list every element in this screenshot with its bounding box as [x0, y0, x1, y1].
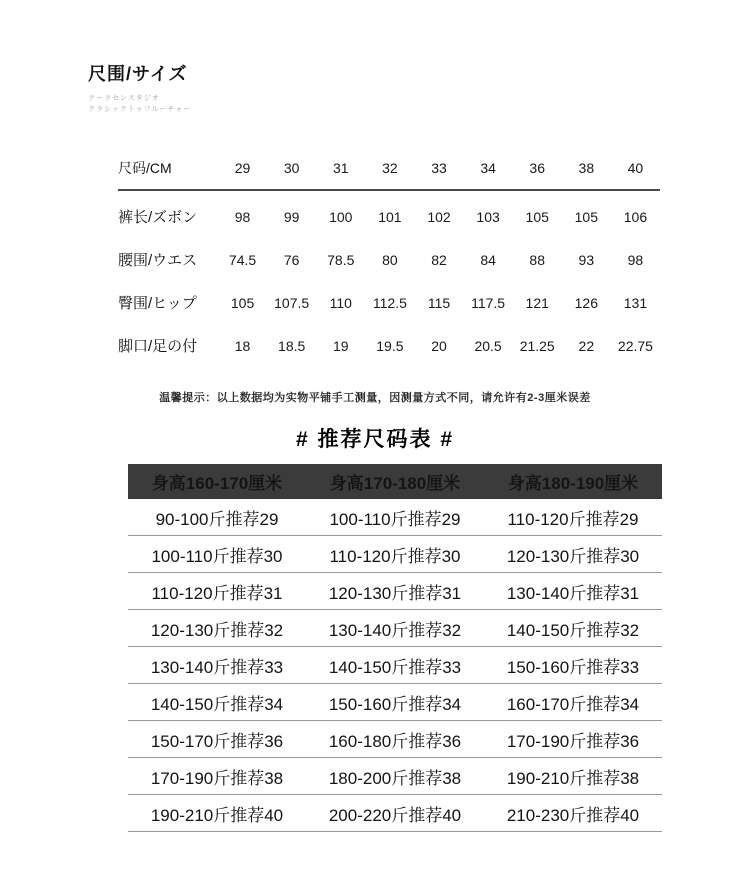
recommend-cell: 120-130斤推荐32: [150, 620, 284, 640]
size-column-header: 38: [578, 160, 595, 176]
size-value-cell: 112.5: [372, 294, 407, 311]
recommend-table-row: [128, 573, 662, 610]
recommend-table-row: [128, 721, 662, 758]
recommend-table-row: [128, 684, 662, 721]
size-column-header: 34: [480, 160, 496, 176]
recommend-table-row: [128, 536, 662, 573]
size-column-header: 40: [627, 160, 644, 176]
size-value-cell: 105: [525, 208, 549, 225]
page-title: 尺围/サイズ: [88, 64, 188, 84]
size-value-cell: 103: [476, 208, 500, 225]
recommend-cell: 130-140斤推荐32: [328, 620, 462, 640]
recommend-cell: 120-130斤推荐30: [506, 546, 640, 566]
recommend-header-row: [128, 464, 662, 499]
recommend-cell: 140-150斤推荐33: [328, 657, 462, 677]
size-table-row: [118, 281, 660, 324]
size-value-cell: 22.75: [617, 337, 653, 354]
brand-header: [88, 60, 191, 115]
recommend-cell: 190-210斤推荐40: [150, 805, 284, 825]
size-column-header: 32: [382, 160, 398, 176]
size-row-label: 裤长/ズボン: [118, 209, 198, 226]
size-value-cell: 117.5: [471, 294, 506, 311]
recommend-cell: 150-160斤推荐34: [328, 694, 462, 714]
recommend-column-header: 身高180-190厘米: [507, 474, 639, 493]
recommend-cell: 200-220斤推荐40: [328, 805, 462, 825]
recommend-cell: 170-190斤推荐38: [150, 768, 284, 788]
recommend-cell: 90-100斤推荐29: [155, 509, 279, 529]
size-table-row: [118, 238, 660, 281]
size-value-cell: 131: [623, 294, 648, 311]
recommend-cell: 110-120斤推荐31: [151, 583, 283, 603]
size-table-row: [118, 324, 660, 367]
recommend-column-header: 身高170-180厘米: [329, 474, 461, 493]
size-value-cell: 76: [283, 251, 300, 268]
size-value-cell: 18.5: [278, 337, 306, 354]
recommend-cell: 180-200斤推荐38: [328, 768, 462, 788]
size-value-cell: 19: [332, 337, 349, 354]
size-value-cell: 107.5: [274, 294, 310, 311]
size-value-cell: 110: [329, 294, 352, 311]
recommend-table-row: [128, 758, 662, 795]
size-value-cell: 93: [578, 251, 595, 268]
size-table-corner-label: 尺码/CM: [118, 160, 172, 176]
size-column-header: 29: [234, 160, 251, 176]
recommend-title: # 推荐尺码表 #: [295, 428, 455, 451]
recommend-cell: 170-190斤推荐36: [506, 731, 640, 751]
recommend-cell: 140-150斤推荐34: [150, 694, 284, 714]
size-value-cell: 22: [578, 337, 595, 354]
recommend-cell: 150-160斤推荐33: [506, 657, 640, 677]
recommend-table-row: [128, 795, 662, 832]
recommend-cell: 130-140斤推荐33: [150, 657, 284, 677]
size-table-body: [118, 191, 660, 367]
measurement-note: 温馨提示：以上数据均为实物平铺手工测量，因测量方式不同，请允许有2-3厘米误差: [159, 392, 591, 404]
size-value-cell: 80: [382, 251, 398, 268]
recommend-cell: 120-130斤推荐31: [328, 583, 462, 603]
recommend-table: [128, 464, 662, 832]
recommend-cell: 150-170斤推荐36: [150, 731, 284, 751]
size-value-cell: 126: [574, 294, 598, 311]
recommend-cell: 210-230斤推荐40: [506, 805, 640, 825]
size-value-cell: 100: [329, 208, 353, 225]
brand-subtitle: [88, 93, 191, 115]
size-table-header-row: [118, 158, 660, 191]
recommend-cell: 140-150斤推荐32: [506, 620, 640, 640]
recommend-cell: 110-120斤推荐30: [329, 546, 461, 566]
recommend-cell: 100-110斤推荐29: [329, 509, 461, 529]
recommend-cell: 160-180斤推荐36: [328, 731, 462, 751]
recommend-cell: 190-210斤推荐38: [506, 768, 640, 788]
size-column-header: 36: [529, 160, 545, 176]
size-row-label: 臀围/ヒップ: [118, 295, 197, 312]
size-value-cell: 106: [623, 208, 648, 225]
size-value-cell: 88: [529, 251, 545, 268]
size-value-cell: 105: [230, 294, 255, 311]
measurement-table: [118, 158, 660, 367]
recommend-cell: 100-110斤推荐30: [151, 546, 283, 566]
size-value-cell: 18: [234, 337, 251, 354]
size-table-row: [118, 195, 660, 238]
recommend-table-row: [128, 647, 662, 684]
size-value-cell: 84: [480, 251, 496, 268]
recommend-cell: 110-120斤推荐29: [507, 509, 639, 529]
size-row-label: 脚口/足の付: [118, 338, 198, 355]
size-value-cell: 78.5: [327, 251, 355, 268]
brand-subtitle-line2: クラシックトゥフルーチャー: [88, 106, 192, 114]
recommend-table-body: [128, 499, 662, 832]
size-value-cell: 19.5: [376, 337, 404, 354]
recommend-table-row: [128, 610, 662, 647]
size-value-cell: 99: [283, 208, 300, 225]
size-value-cell: 101: [378, 208, 402, 225]
size-value-cell: 121: [525, 294, 549, 311]
recommend-table-row: [128, 499, 662, 536]
size-value-cell: 82: [431, 251, 447, 268]
size-value-cell: 102: [427, 208, 451, 225]
size-value-cell: 98: [627, 251, 644, 268]
recommend-cell: 160-170斤推荐34: [506, 694, 640, 714]
size-value-cell: 105: [574, 208, 598, 225]
size-value-cell: 115: [427, 294, 451, 311]
size-column-header: 30: [283, 160, 300, 176]
recommend-column-header: 身高160-170厘米: [151, 474, 283, 493]
size-row-label: 腰围/ウエス: [118, 252, 198, 269]
size-value-cell: 74.5: [228, 251, 257, 268]
size-column-header: 31: [332, 160, 349, 176]
size-column-header: 33: [431, 160, 447, 176]
size-value-cell: 21.25: [519, 337, 555, 354]
recommend-cell: 130-140斤推荐31: [506, 583, 640, 603]
size-value-cell: 20.5: [474, 337, 502, 354]
size-value-cell: 98: [234, 208, 251, 225]
brand-subtitle-line1: クーラセンスタジオ: [88, 95, 160, 102]
size-value-cell: 20: [431, 337, 447, 354]
